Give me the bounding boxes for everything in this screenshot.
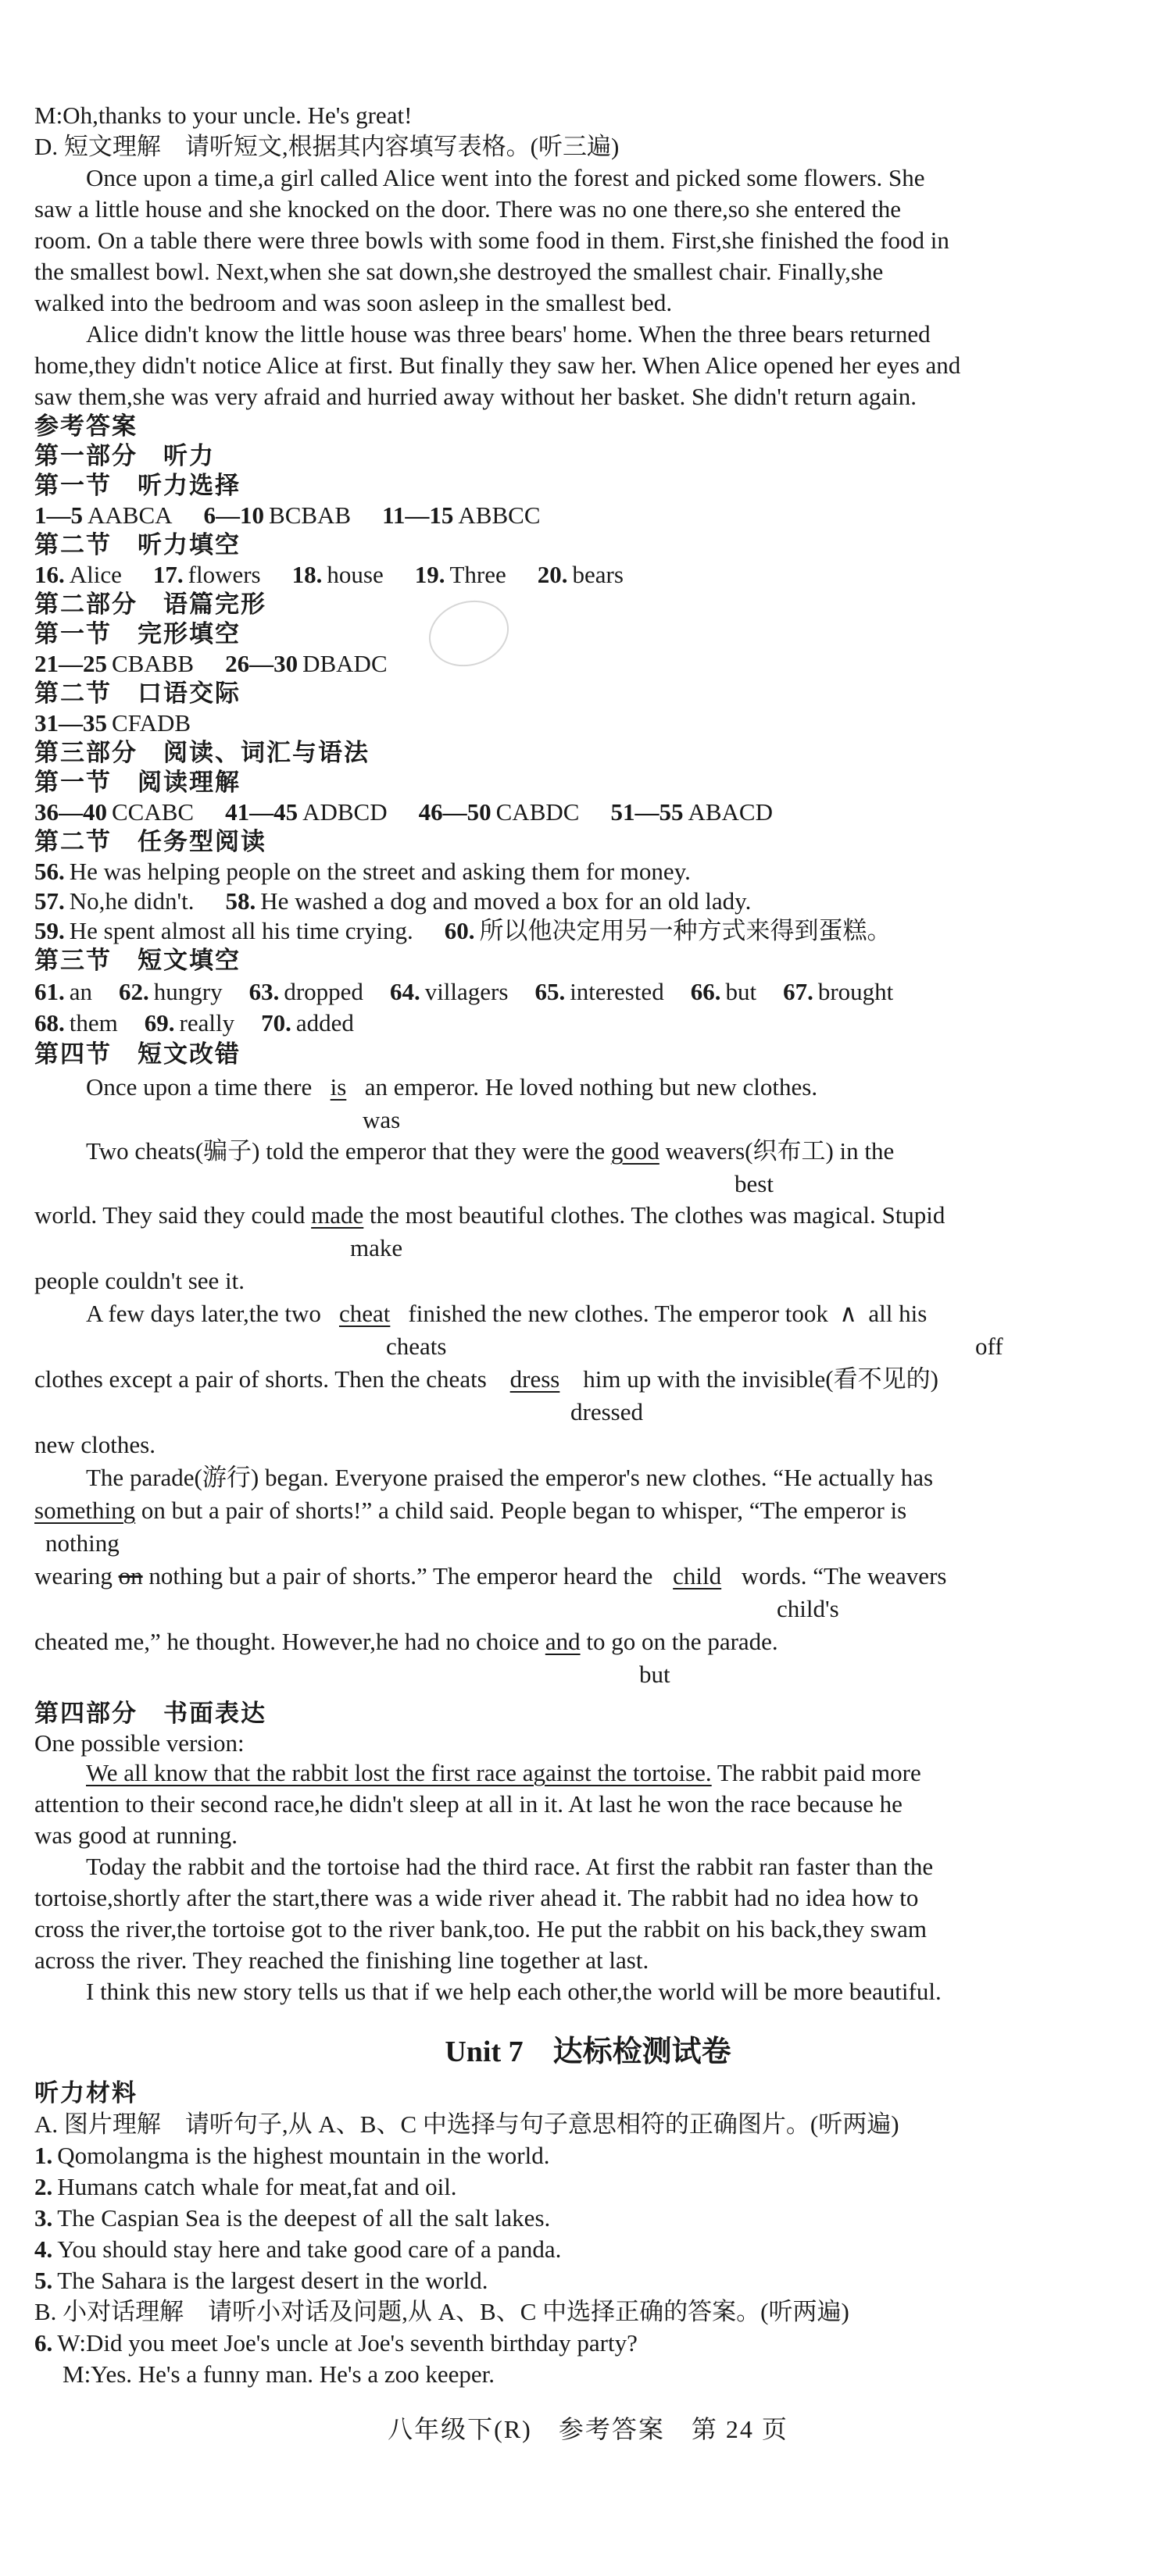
material-heading: 听力材料 [34, 2079, 138, 2107]
wrong-word: dress [509, 1365, 560, 1393]
answers-heading: 参考答案 [34, 412, 138, 440]
correction-line: cheated me,” he thought. However,he had no choice and to go on the parade. [34, 1628, 778, 1655]
section-heading: 第三节 短文填空 [34, 947, 241, 974]
wrong-word: something [34, 1497, 136, 1524]
wrong-word: child [673, 1562, 722, 1589]
part-heading: 第三部分 阅读、词汇与语法 [34, 739, 370, 766]
corrected-word: but [639, 1661, 670, 1688]
corrected-word: best [735, 1170, 774, 1197]
correction-line: clothes except a pair of shorts. Then the cheats dress him up with the invisible(看不见的) [34, 1364, 938, 1395]
insert-caret: ∧ [839, 1300, 857, 1327]
wrong-word: and [545, 1628, 581, 1655]
part-heading: 第四部分 书面表达 [34, 1700, 266, 1727]
listening-item: 5. The Sahara is the largest desert in the world. [34, 2267, 488, 2294]
essay-line: attention to their second race,he didn't sleep at all in it. At last he won the race because he [34, 1790, 903, 1818]
essay-line: tortoise,shortly after the start,there was a wide river ahead it. The rabbit had no idea how to [34, 1884, 919, 1911]
corrected-word: was [363, 1106, 401, 1133]
corrected-word: nothing [45, 1529, 120, 1557]
story-line: Once upon a time,a girl called Alice went into the forest and picked some flowers. She [86, 164, 925, 191]
story-line: walked into the bedroom and was soon asleep in the smallest bed. [34, 289, 673, 316]
correction-line: something on but a pair of shorts!” a child said. People began to whisper, “The emperor is [34, 1497, 907, 1524]
section-heading: 第四节 短文改错 [34, 1040, 241, 1068]
correction-line: Once upon a time there is an emperor. He loved nothing but new clothes. [86, 1072, 817, 1103]
essay-line: Today the rabbit and the tortoise had the third race. At first the rabbit ran faster than the [86, 1853, 934, 1880]
section-heading: 第一节 阅读理解 [34, 769, 241, 796]
correction-line: world. They said they could made the most beautiful clothes. The clothes was magical. Stupid [34, 1201, 945, 1229]
dialogue-line: M:Oh,thanks to your uncle. He's great! [34, 102, 413, 129]
corrected-word: off [975, 1333, 1003, 1360]
part-heading: 第二部分 语篇完形 [34, 590, 266, 618]
essay-line: cross the river,the tortoise got to the river bank,too. He put the rabbit on his back,they swam [34, 1915, 928, 1943]
answer-row: 1—5 AABCA 6—10 BCBAB 11—15 ABBCC [34, 501, 541, 529]
dialogue-line: M:Yes. He's a funny man. He's a zoo keeper. [63, 2360, 495, 2388]
correction-line: new clothes. [34, 1431, 155, 1458]
section-heading: 第一节 听力选择 [34, 472, 241, 499]
essay-line: was good at running. [34, 1821, 238, 1849]
wrong-word: on [118, 1562, 143, 1589]
wrong-word: is [330, 1073, 347, 1101]
answer-row: 56. He was helping people on the street and asking them for money. [34, 858, 691, 885]
answer-row: 21—25 CBABB 26—30 DBADC [34, 650, 388, 677]
corrected-word: cheats [386, 1333, 447, 1360]
version-label: One possible version: [34, 1729, 245, 1757]
section-heading: 第一节 完形填空 [34, 620, 241, 648]
page-footer: 八年级下(R) 参考答案 第 24 页 [388, 2415, 788, 2443]
correction-line: Two cheats(骗子) told the emperor that they were the good weavers(织布工) in the [86, 1137, 895, 1165]
section-heading: 第二节 任务型阅读 [34, 828, 266, 855]
stamp-watermark [420, 590, 517, 676]
section-heading: 第二节 听力填空 [34, 531, 241, 558]
listening-item: 4. You should stay here and take good care of a panda. [34, 2235, 562, 2263]
story-line: saw a little house and she knocked on the door. There was no one there,so she entered the [34, 195, 902, 223]
part-heading: 第一部分 听力 [34, 442, 215, 469]
listening-item: 1. Qomolangma is the highest mountain in the world. [34, 2142, 550, 2169]
essay-line: across the river. They reached the finishing line together at last. [34, 1946, 649, 1974]
corrected-word: child's [777, 1595, 839, 1622]
essay-line: I think this new story tells us that if we help each other,the world will be more beautiful. [86, 1978, 942, 2005]
essay-line: We all know that the rabbit lost the first race against the tortoise. The rabbit paid more [86, 1759, 921, 1786]
corrected-word: make [350, 1234, 403, 1261]
unit-title: Unit 7 达标检测试卷 [445, 2035, 731, 2068]
listening-item: 3. The Caspian Sea is the deepest of all the salt lakes. [34, 2204, 551, 2232]
correction-line: wearing on nothing but a pair of shorts.” The emperor heard the child words. “The weavers [34, 1561, 946, 1592]
answer-row: 61. an 62. hungry 63. dropped 64. villagers 65. interested 66. but 67. brought [34, 978, 894, 1005]
section-a-heading: A. 图片理解 请听句子,从 A、B、C 中选择与句子意思相符的正确图片。(听两遍) [34, 2110, 899, 2138]
answer-row: 68. them 69. really 70. added [34, 1009, 354, 1036]
answer-row: 36—40 CCABC 41—45 ADBCD 46—50 CABDC 51—55 ABACD [34, 798, 773, 826]
answer-row: 59. He spent almost all his time crying. 60. 所以他决定用另一种方式来得到蛋糕。 [34, 917, 892, 944]
section-b-heading: B. 小对话理解 请听小对话及问题,从 A、B、C 中选择正确的答案。(听两遍) [34, 2298, 849, 2325]
answer-row: 16. Alice 17. flowers 18. house 19. Three 20. bears [34, 561, 624, 588]
story-line: saw them,she was very afraid and hurried away without her basket. She didn't return again. [34, 383, 917, 410]
answer-row: 31—35 CFADB [34, 709, 191, 737]
story-line: room. On a table there were three bowls with some food in them. First,she finished the food in [34, 227, 949, 254]
story-line: Alice didn't know the little house was three bears' home. When the three bears returned [86, 320, 931, 348]
correction-line: people couldn't see it. [34, 1267, 245, 1294]
wrong-word: made [311, 1201, 364, 1229]
correction-line: A few days later,the two cheat finished the new clothes. The emperor took ∧ all his [86, 1298, 927, 1329]
answer-row: 57. No,he didn't. 58. He washed a dog and moved a box for an old lady. [34, 887, 752, 915]
section-heading: 第二节 口语交际 [34, 680, 241, 707]
listening-item: 2. Humans catch whale for meat,fat and oil. [34, 2173, 457, 2200]
wrong-word: cheat [338, 1300, 391, 1327]
story-line: the smallest bowl. Next,when she sat down,she destroyed the smallest chair. Finally,she [34, 258, 884, 285]
corrected-word: dressed [570, 1398, 643, 1425]
dialogue-line: 6. W:Did you meet Joe's uncle at Joe's seventh birthday party? [34, 2329, 638, 2357]
wrong-word: good [610, 1137, 659, 1165]
section-d-heading: D. 短文理解 请听短文,根据其内容填写表格。(听三遍) [34, 133, 620, 160]
story-line: home,they didn't notice Alice at first. But finally they saw her. When Alice opened her eyes and [34, 351, 961, 379]
correction-line: The parade(游行) began. Everyone praised the emperor's new clothes. “He actually has [86, 1464, 934, 1491]
